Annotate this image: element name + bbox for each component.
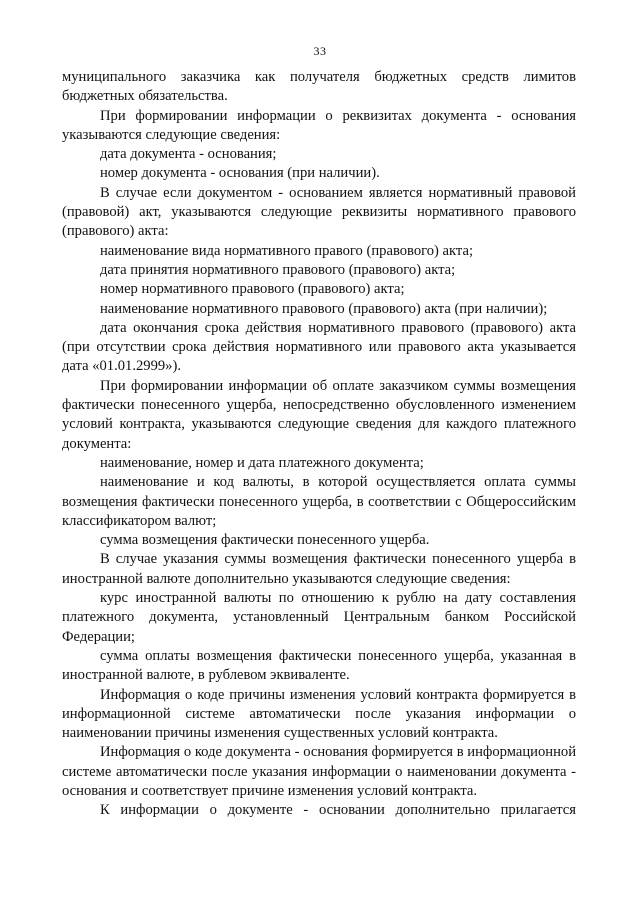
paragraph-attachments: К информации о документе - основании дополнительно прилагается — [100, 802, 576, 819]
list-item-act-number: номер нормативного правового (правового) акта; — [100, 281, 405, 298]
list-item-ruble-equivalent: сумма оплаты возмещения фактически понесенного ущерба, указанная в иностранной валюте, в рублевом эквиваленте. — [62, 647, 576, 684]
list-item-compensation-amount: сумма возмещения фактически понесенного ущерба. — [100, 532, 430, 549]
list-item-act-type: наименование вида нормативного правого (правового) акта; — [100, 242, 474, 259]
paragraph-budget-obligations: муниципального заказчика как получателя бюджетных средств лимитов бюджетных обязательства. — [62, 69, 576, 105]
document-body — [62, 68, 576, 821]
paragraph-document-basis-details: При формировании информации о реквизитах документа - основания указываются следующие сведения: — [62, 107, 576, 143]
list-item-act-name: наименование нормативного правового (правового) акта (при наличии); — [100, 300, 548, 317]
paragraph-foreign-currency: В случае указания суммы возмещения фактически понесенного ущерба в иностранной валюте дополнительно указываются следующие сведения: — [62, 551, 576, 587]
page-number: 33 — [313, 44, 327, 58]
paragraph-damage-compensation: При формировании информации об оплате заказчиком суммы возмещения фактически понесенного ущерба, непосредственно обусловленного изменением условий контракта, указываются следующие сведения для каждого платежного документа: — [62, 377, 576, 452]
paragraph-normative-act: В случае если документом - основанием является нормативный правовой (правовой) акт, указываются следующие реквизиты нормативного правового (правового) акта: — [62, 184, 576, 240]
list-item-document-date: дата документа - основания; — [100, 146, 277, 163]
paragraph-change-reason-code: Информация о коде причины изменения условий контракта формируется в информационной системе автоматически после указания информации о наименовании причины изменения существенных условий контракта. — [62, 686, 576, 742]
list-item-exchange-rate: курс иностранной валюты по отношению к рублю на дату составления платежного документа, установленный Центральным банком Российской Федерации; — [62, 590, 576, 645]
list-item-act-adoption-date: дата принятия нормативного правового (правового) акта; — [100, 261, 456, 278]
list-item-document-number: номер документа - основания (при наличии). — [100, 165, 380, 182]
paragraph-document-code: Информация о коде документа - основания формируется в информационной системе автоматически после указания информации о наименовании документа - основания и соответствует причине изменения условий контракта. — [62, 744, 576, 799]
list-item-act-expiry-date: дата окончания срока действия нормативного правового (правового) акта (при отсутствии срока действия нормативного или правового акта указывается дата «01.01.2999»). — [62, 319, 576, 375]
list-item-payment-document: наименование, номер и дата платежного документа; — [100, 454, 424, 471]
list-item-currency: наименование и код валюты, в которой осуществляется оплата суммы возмещения фактически понесенного ущерба, в соответствии с Общероссийским классификатором валют; — [62, 474, 576, 529]
